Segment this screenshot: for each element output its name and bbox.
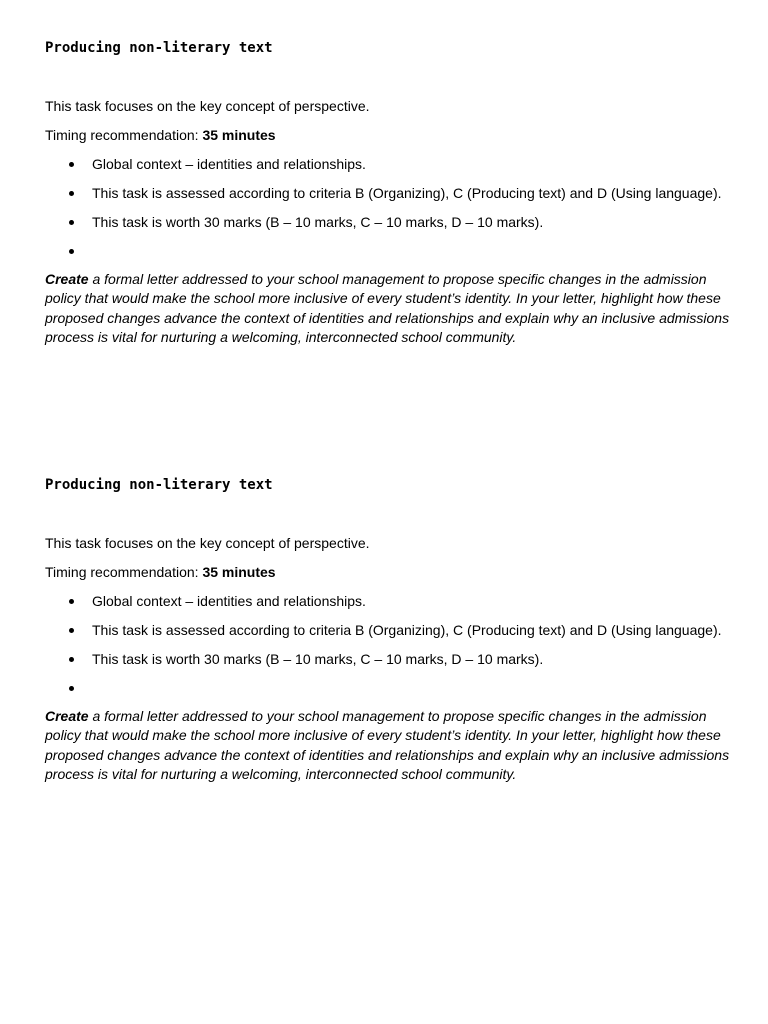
timing-label: Timing recommendation: [45, 564, 203, 580]
bullet-icon [69, 686, 74, 691]
list-item-text: This task is assessed according to criteria B (Organizing), C (Producing text) and D (Using language). [92, 622, 722, 638]
task-heading: Producing non-literary text [45, 477, 273, 493]
list-item-text: This task is worth 30 marks (B – 10 marks, C – 10 marks, D – 10 marks). [92, 651, 544, 667]
bullet-icon [69, 628, 74, 633]
task-prompt [45, 270, 740, 347]
task-block [45, 39, 740, 345]
bullet-icon [69, 249, 74, 254]
prompt-line: process is vital for nurturing a welcoming, interconnected school community. [45, 765, 517, 782]
prompt-keyword: Create [45, 708, 89, 724]
bullet-icon [69, 220, 74, 225]
bullet-icon [69, 599, 74, 604]
timing-line [45, 563, 276, 582]
prompt-line: proposed changes advance the context of identities and relationships and explain why an inclusive admissions [45, 746, 730, 763]
bullet-icon [69, 191, 74, 196]
bullet-icon [69, 162, 74, 167]
prompt-line [45, 707, 740, 726]
list-item-text: This task is worth 30 marks (B – 10 marks, C – 10 marks, D – 10 marks). [92, 214, 544, 230]
prompt-keyword: Create [45, 271, 89, 287]
prompt-line-text: a formal letter addressed to your school management to propose specific changes in the admission [88, 708, 707, 724]
prompt-line [45, 270, 740, 289]
prompt-line: policy that would make the school more inclusive of every student’s identity. In your letter, highlight how these [45, 727, 721, 744]
timing-label: Timing recommendation: [45, 127, 203, 143]
list-item-text: This task is assessed according to criteria B (Organizing), C (Producing text) and D (Using language). [92, 185, 722, 201]
timing-value: 35 minutes [202, 127, 276, 143]
list-item-text: Global context – identities and relationships. [92, 593, 366, 609]
list-item-text: Global context – identities and relationships. [92, 156, 366, 172]
task-block [45, 476, 740, 782]
prompt-line: policy that would make the school more inclusive of every student’s identity. In your letter, highlight how these [45, 290, 721, 307]
timing-line [45, 126, 276, 145]
key-concept-line: This task focuses on the key concept of perspective. [45, 98, 370, 114]
bullet-icon [69, 657, 74, 662]
prompt-line-text: a formal letter addressed to your school management to propose specific changes in the admission [88, 271, 707, 287]
prompt-line: process is vital for nurturing a welcoming, interconnected school community. [45, 328, 517, 345]
task-prompt [45, 707, 740, 784]
task-heading: Producing non-literary text [45, 40, 273, 56]
timing-value: 35 minutes [202, 564, 276, 580]
key-concept-line: This task focuses on the key concept of perspective. [45, 535, 370, 551]
prompt-line: proposed changes advance the context of identities and relationships and explain why an inclusive admissions [45, 309, 730, 326]
